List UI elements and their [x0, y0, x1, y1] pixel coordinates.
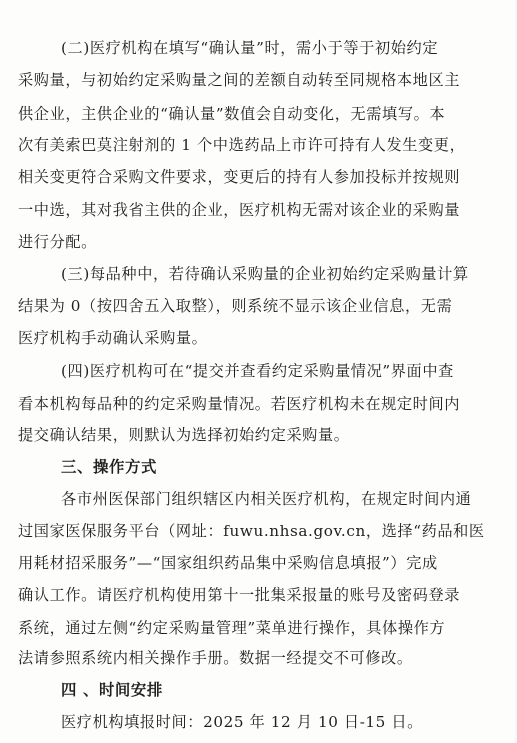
text-line: 看本机构每品种的约定采购量情况。若医疗机构未在规定时间内: [18, 395, 461, 413]
text-line: 法请参照系统内相关操作手册。数据一经提交不可修改。: [18, 649, 413, 667]
text-line: 采购量，与初始约定采购量之间的差额自动转至同规格本地区主: [18, 71, 461, 89]
text-line: (四)医疗机构可在“提交并查看约定采购量情况”界面中查: [61, 362, 454, 380]
text-line: 各市州医保部门组织辖区内相关医疗机构，在规定时间内通: [61, 490, 472, 508]
text-line: 提交确认结果，则默认为选择初始约定采购量。: [18, 426, 350, 444]
section-heading: 四 、时间安排: [61, 681, 163, 699]
text-line: 医疗机构手动确认采购量。: [18, 329, 208, 347]
text-line: 确认工作。请医疗机构使用第十一批集采报量的账号及密码登录: [18, 586, 461, 604]
section-heading: 三、操作方式: [61, 458, 157, 476]
text-line: 用耗材招采服务”—“国家组织药品集中采购信息填报”）完成: [18, 554, 438, 572]
text-line: 结果为 0（按四舍五入取整），则系统不显示该企业信息，无需: [18, 297, 453, 315]
text-line: 一中选，其对我省主供的企业，医疗机构无需对该企业的采购量: [18, 201, 461, 219]
text-line: (三)每品种中，若待确认采购量的企业初始约定采购量计算: [61, 265, 469, 283]
text-line: 相关变更符合采购文件要求，变更后的持有人参加投标并按规则: [18, 168, 461, 186]
text-line: 过国家医保服务平台（网址：fuwu.nhsa.gov.cn，选择“药品和医: [18, 522, 485, 540]
text-line: 进行分配。: [18, 233, 97, 251]
text-line: 医疗机构填报时间：2025 年 12 月 10 日-15 日。: [61, 713, 423, 731]
text-line: 系统，通过左侧“约定采购量管理”菜单进行操作，具体操作方: [18, 619, 446, 637]
text-line: (二)医疗机构在填写“确认量”时，需小于等于初始约定: [61, 39, 439, 57]
text-line: 供企业，主供企业的“确认量”数值会自动变化，无需填写。本: [18, 105, 446, 123]
text-line: 次有美索巴莫注射剂的 1 个中选药品上市许可持有人发生变更，: [18, 136, 466, 154]
